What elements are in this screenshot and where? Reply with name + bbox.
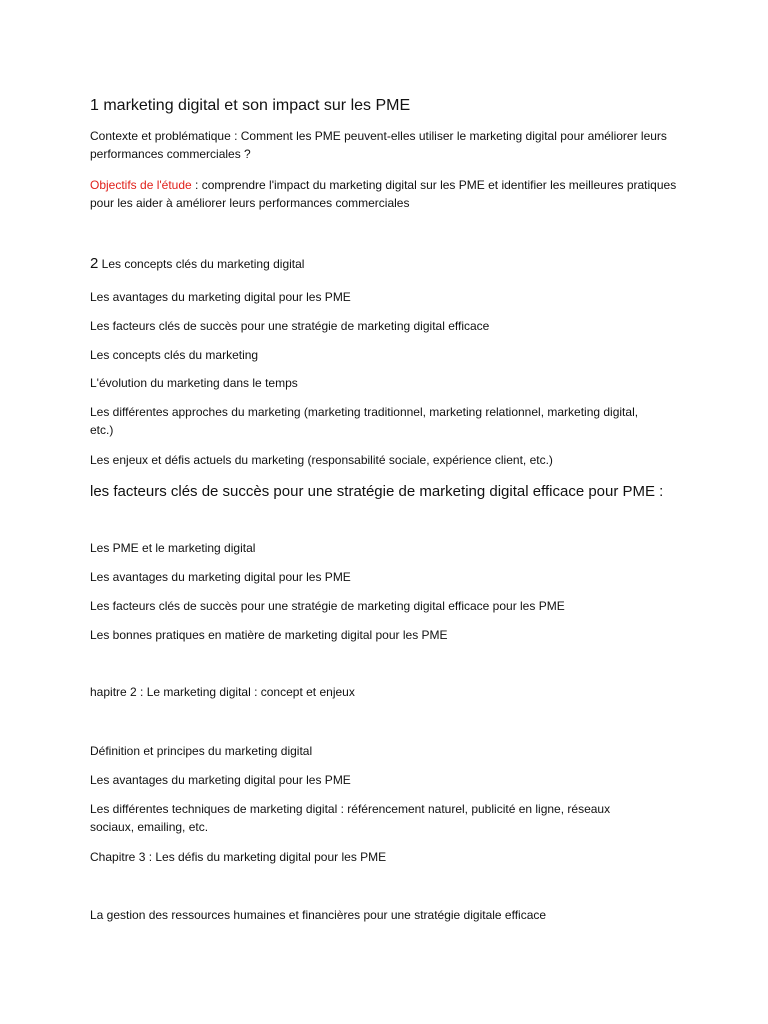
- list-item: L'évolution du marketing dans le temps: [90, 376, 298, 390]
- section2-number: 2: [90, 255, 99, 272]
- objectives-label: Objectifs de l'étude: [90, 178, 192, 192]
- section3-heading: les facteurs clés de succès pour une stratégie de marketing digital efficace pour PME :: [90, 483, 664, 500]
- chapter2-title: hapitre 2 : Le marketing digital : concept et enjeux: [90, 685, 355, 699]
- context-paragraph: Contexte et problématique : Comment les PME peuvent-elles utiliser le marketing digital pour améliorer leurs performances commerciales ?: [90, 129, 667, 161]
- section2-heading: [90, 255, 690, 273]
- document-title: 1 marketing digital et son impact sur les PME: [90, 97, 411, 114]
- list-item: Définition et principes du marketing digital: [90, 744, 313, 758]
- list-item: La gestion des ressources humaines et financières pour une stratégie digitale efficace: [90, 908, 547, 922]
- list-item: Les facteurs clés de succès pour une stratégie de marketing digital efficace pour les PME: [90, 599, 565, 613]
- list-item: Les avantages du marketing digital pour les PME: [90, 773, 351, 787]
- list-item: Les différentes techniques de marketing digital : référencement naturel, publicité en ligne, réseaux sociaux, emailing, etc.: [90, 802, 611, 834]
- list-item: Les bonnes pratiques en matière de marketing digital pour les PME: [90, 628, 448, 642]
- list-item: Les différentes approches du marketing (marketing traditionnel, marketing relationnel, marketing digital, etc.): [90, 405, 639, 437]
- list-item: Les PME et le marketing digital: [90, 541, 256, 555]
- chapter3-title: Chapitre 3 : Les défis du marketing digital pour les PME: [90, 850, 387, 864]
- list-item: Les enjeux et défis actuels du marketing (responsabilité sociale, expérience client, etc.): [90, 453, 553, 467]
- objectives-text: : comprendre l'impact du marketing digital sur les PME et identifier les meilleures pratiques pour les aider à améliorer leurs performances commerciales: [90, 178, 677, 210]
- section2-title: Les concepts clés du marketing digital: [98, 257, 305, 271]
- list-item: Les facteurs clés de succès pour une stratégie de marketing digital efficace: [90, 319, 490, 333]
- objectives-paragraph: [90, 176, 690, 212]
- list-item: Les avantages du marketing digital pour les PME: [90, 290, 351, 304]
- list-item: Les avantages du marketing digital pour les PME: [90, 570, 351, 584]
- list-item: Les concepts clés du marketing: [90, 348, 259, 362]
